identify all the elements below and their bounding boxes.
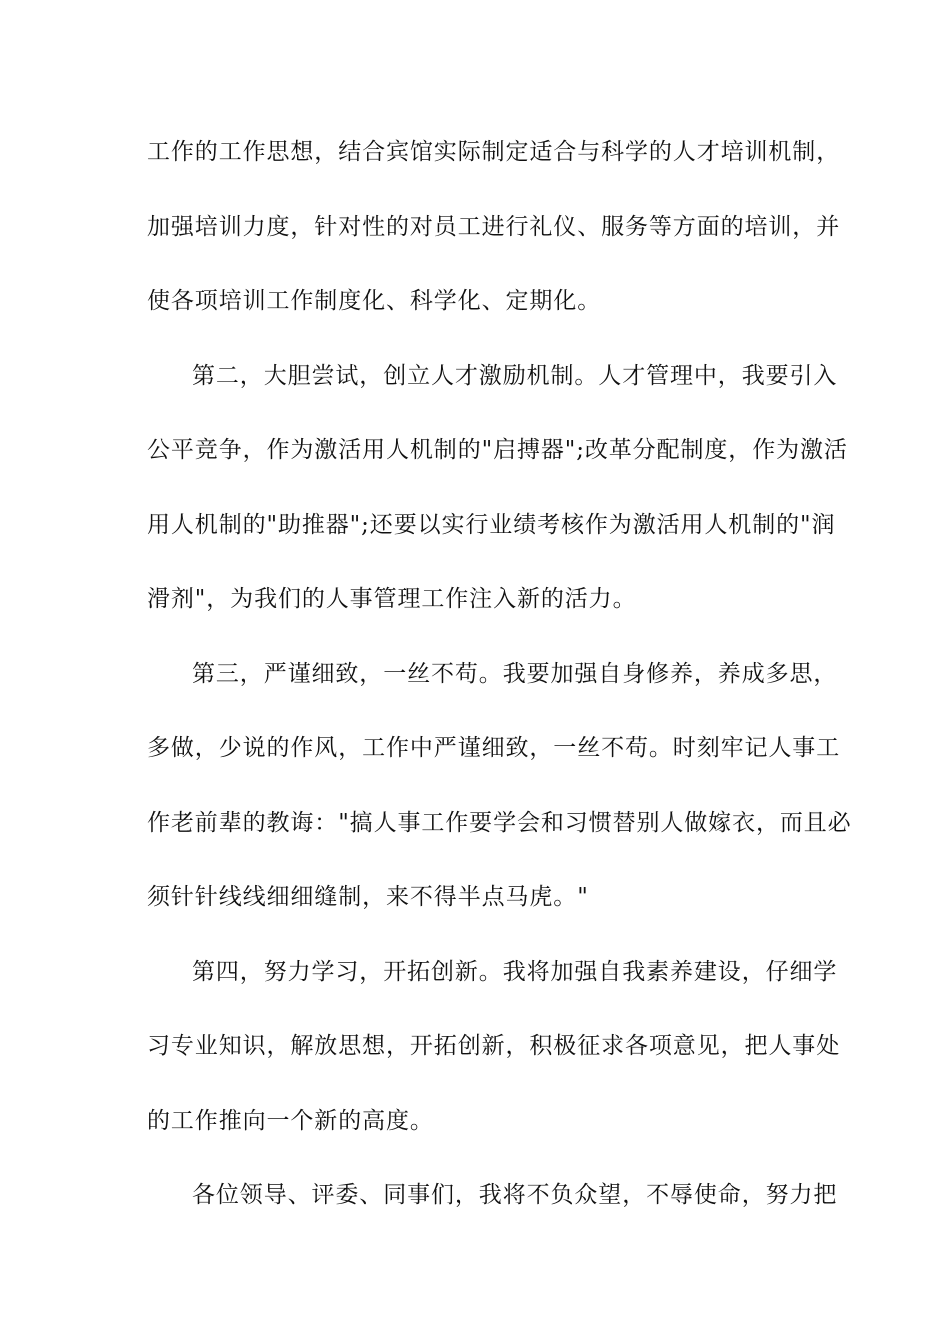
text-line: 作老前辈的教诲："搞人事工作要学会和习惯替别人做嫁衣，而且必 [147,810,852,836]
text-line: 习专业知识，解放思想，开拓创新，积极征求各项意见，把人事处 [147,1033,841,1059]
text-line: 加强培训力度，针对性的对员工进行礼仪、服务等方面的培训，并 [147,214,841,240]
paragraph-start-line: 第三，严谨细致，一丝不苟。我要加强自身修养，养成多思， [192,661,838,687]
text-line: 的工作推向一个新的高度。 [147,1108,434,1134]
text-line: 须针针线线细细缝制，来不得半点马虎。" [147,884,589,910]
text-line: 工作的工作思想，结合宾馆实际制定适合与科学的人才培训机制， [147,139,841,165]
text-line: 使各项培训工作制度化、科学化、定期化。 [147,288,602,314]
paragraph-start-line: 第四，努力学习，开拓创新。我将加强自我素养建设，仔细学 [192,959,838,985]
text-line: 公平竞争，作为激活用人机制的"启搏器";改革分配制度，作为激活 [147,437,848,463]
text-line: 多做，少说的作风，工作中严谨细致，一丝不苟。时刻牢记人事工 [147,735,841,761]
paragraph-start-line: 第二，大胆尝试，创立人才激励机制。人才管理中，我要引入 [192,363,838,389]
text-line: 滑剂"，为我们的人事管理工作注入新的活力。 [147,586,637,612]
text-line: 用人机制的"助推器";还要以实行业绩考核作为激活用人机制的"润 [147,512,836,538]
paragraph-start-line: 各位领导、评委、同事们，我将不负众望，不辱使命，努力把 [192,1182,838,1208]
